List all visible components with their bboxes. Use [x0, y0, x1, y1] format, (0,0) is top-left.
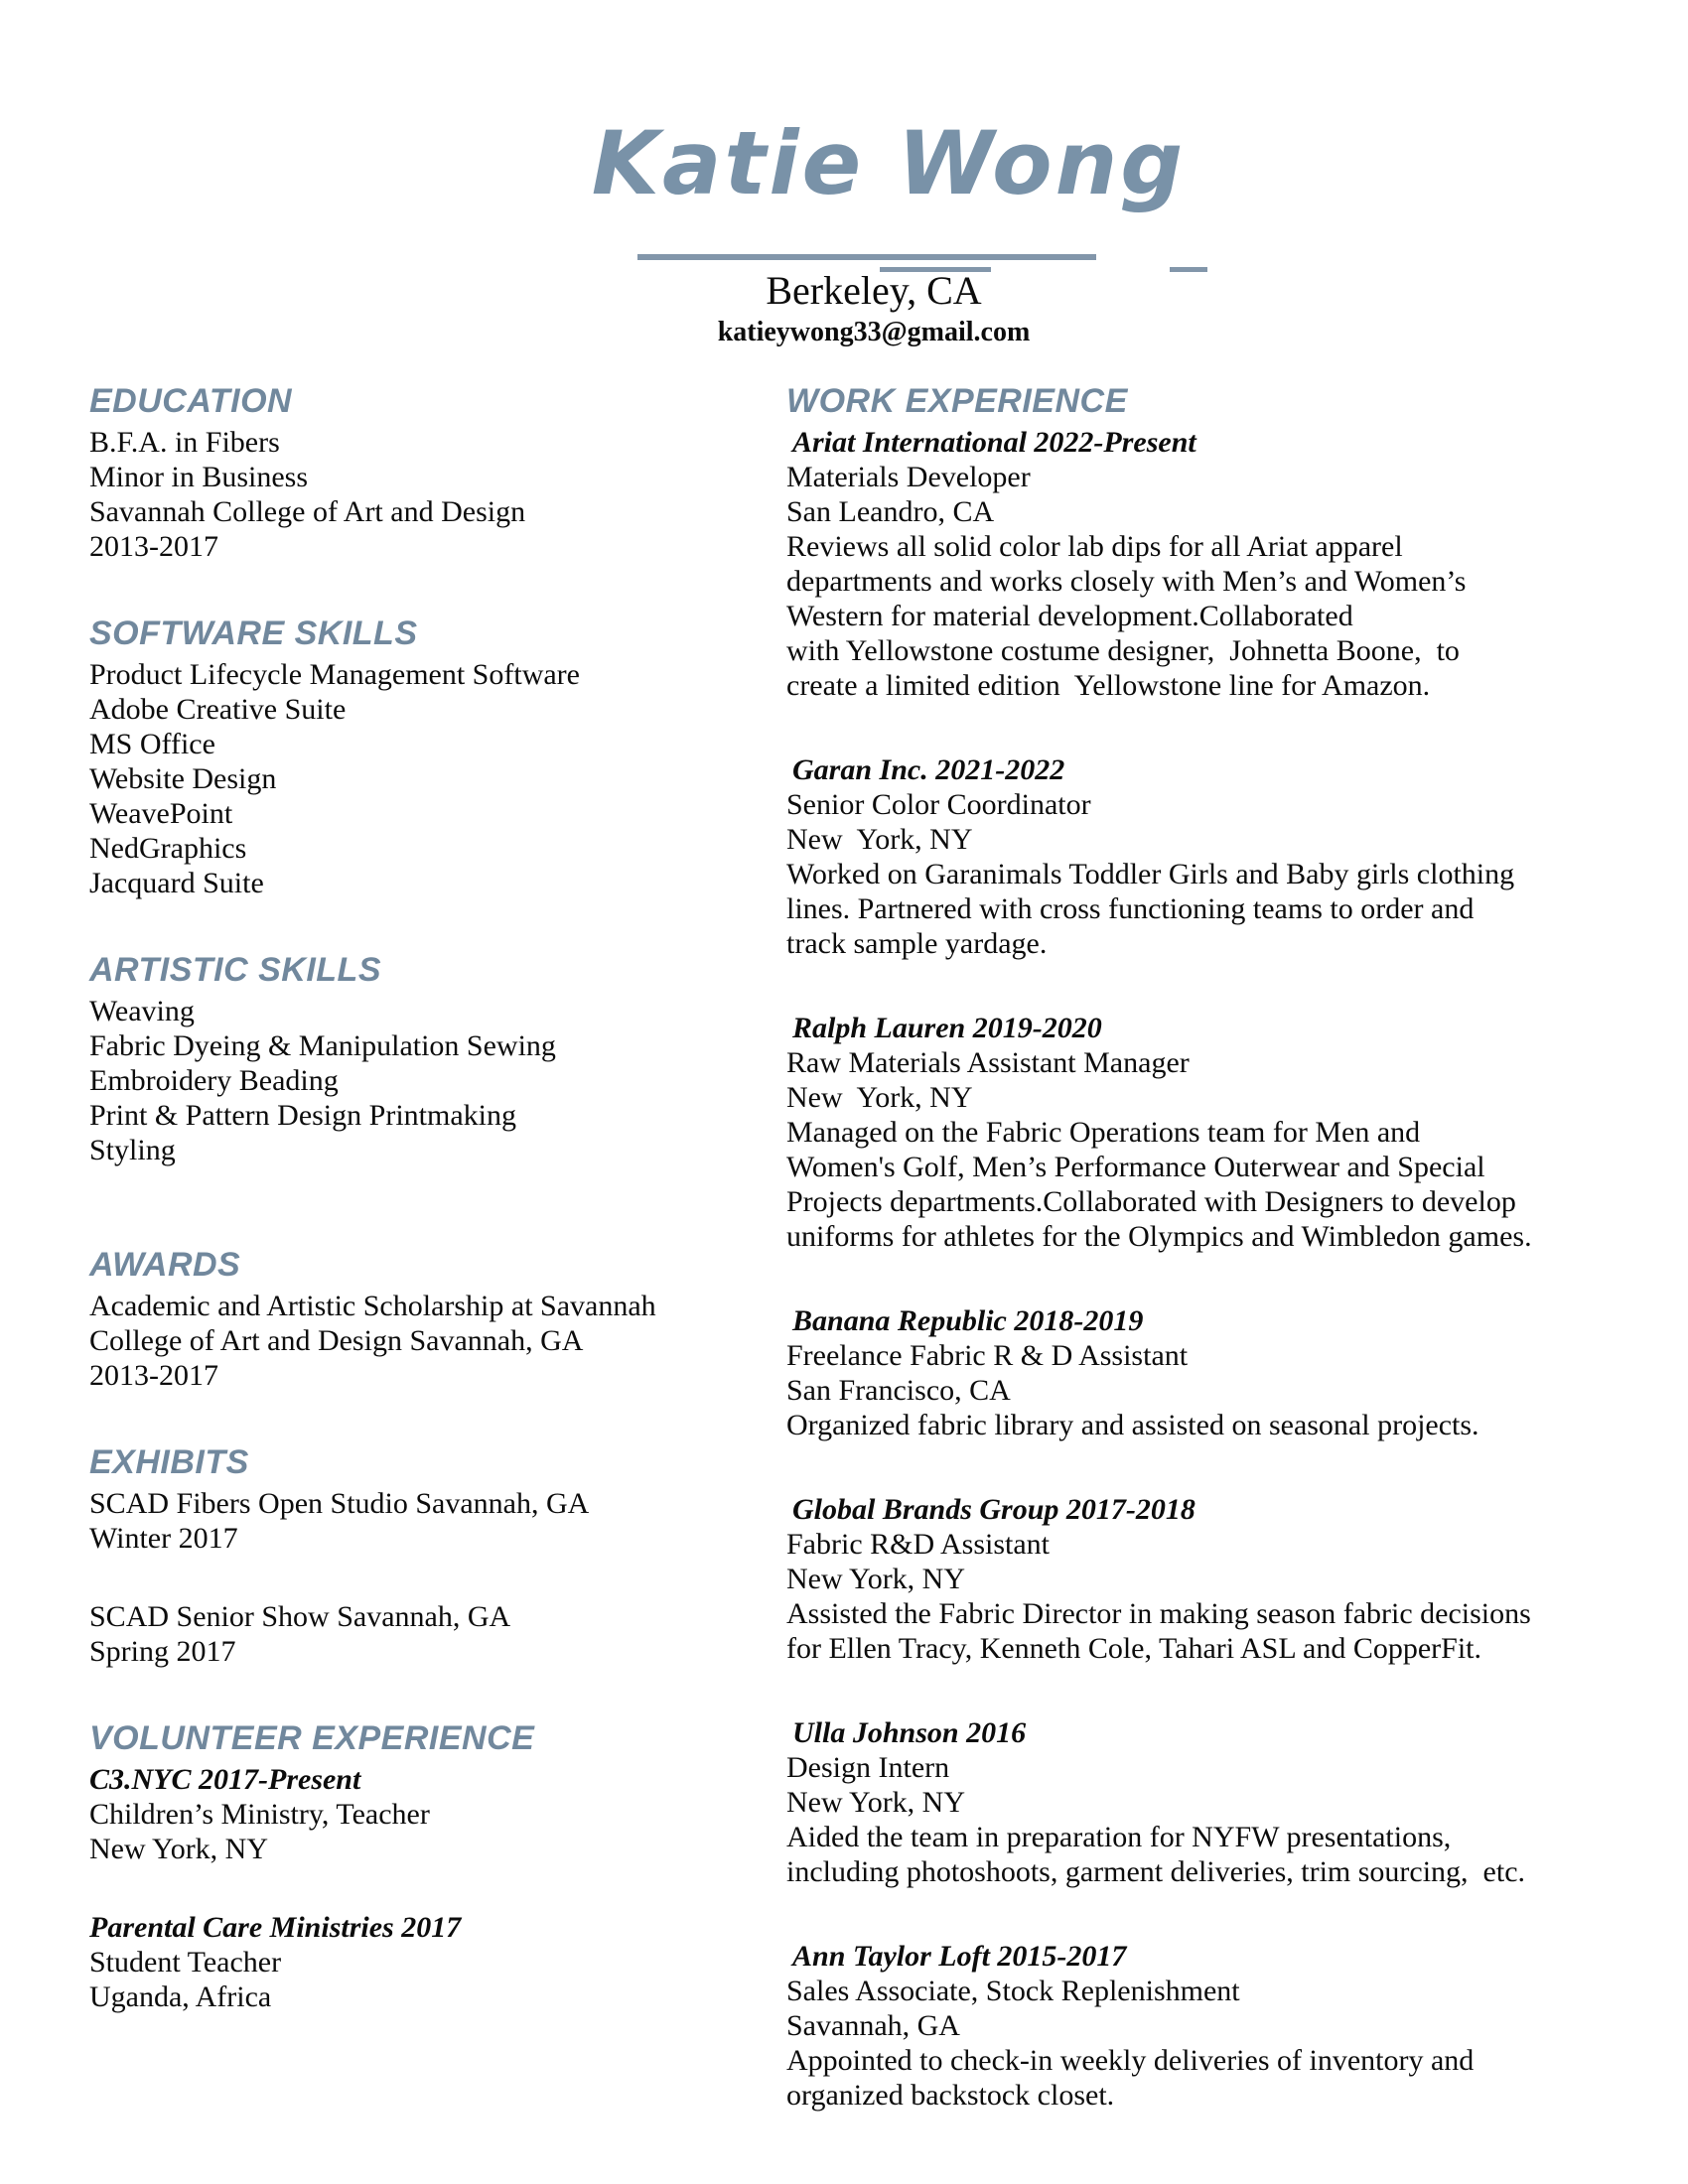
description-line: Assisted the Fabric Director in making season fabric decisions [786, 1597, 1531, 1630]
job-description [786, 1820, 1670, 1889]
text-line: Print & Pattern Design Printmaking [89, 1099, 516, 1132]
section-artistic-skills [89, 950, 755, 1167]
description-line: track sample yardage. [786, 927, 1048, 960]
text-line: B.F.A. in Fibers [89, 426, 280, 459]
section-block [89, 1486, 755, 1556]
description-line: organized backstock closet. [786, 2079, 1115, 2112]
description-line: departments and works closely with Men’s and Women’s [786, 565, 1467, 598]
section-title: SOFTWARE SKILLS [89, 614, 418, 652]
text-line: WeavePoint [89, 797, 233, 830]
job-description [786, 1115, 1670, 1254]
job-entry [786, 425, 1670, 703]
section-exhibits [89, 1442, 755, 1669]
job-description [786, 2043, 1670, 2113]
section-volunteer-experience [89, 1718, 755, 2014]
description-line: Reviews all solid color lab dips for all Ariat apparel [786, 530, 1403, 563]
text-line: Styling [89, 1134, 176, 1166]
job-location: New York, NY [786, 823, 973, 856]
text-line: Savannah College of Art and Design [89, 495, 526, 528]
job-description [786, 1596, 1670, 1666]
job-entry [786, 1011, 1670, 1254]
job-entry [786, 1303, 1670, 1442]
section-title: AWARDS [89, 1246, 241, 1284]
job-location: Savannah, GA [786, 2009, 960, 2042]
section-block [89, 657, 755, 900]
text-line: Student Teacher [89, 1946, 282, 1979]
description-line: uniforms for athletes for the Olympics and Wimbledon games. [786, 1220, 1532, 1253]
job-location: San Leandro, CA [786, 495, 995, 528]
job-company: Ralph Lauren 2019-2020 [792, 1012, 1102, 1044]
job-role: Senior Color Coordinator [786, 788, 1091, 821]
header-rule-main [637, 254, 1096, 260]
text-line: Academic and Artistic Scholarship at Savannah [89, 1290, 656, 1322]
text-line: Website Design [89, 762, 277, 795]
section-block [89, 994, 755, 1167]
text-line: NedGraphics [89, 832, 247, 865]
text-line: Weaving [89, 995, 195, 1027]
job-description [786, 857, 1670, 961]
text-line: SCAD Senior Show Savannah, GA [89, 1600, 511, 1633]
job-description [786, 529, 1670, 703]
section-block [89, 1910, 755, 2014]
job-company: Ann Taylor Loft 2015-2017 [792, 1940, 1127, 1973]
description-line: Worked on Garanimals Toddler Girls and Baby girls clothing [786, 858, 1515, 890]
job-location: New York, NY [786, 1786, 966, 1819]
job-company: Garan Inc. 2021-2022 [792, 753, 1065, 786]
section-software-skills [89, 614, 755, 900]
right-column [786, 381, 1670, 2162]
section-awards [89, 1245, 755, 1393]
description-line: create a limited edition Yellowstone line for Amazon. [786, 669, 1431, 702]
description-line: including photoshoots, garment deliveries, trim sourcing, etc. [786, 1855, 1526, 1888]
section-title: EXHIBITS [89, 1443, 249, 1481]
job-role: Design Intern [786, 1751, 950, 1784]
description-line: Western for material development.Collaborated [786, 600, 1353, 632]
section-title: EDUCATION [89, 382, 293, 420]
job-entry [786, 752, 1670, 961]
email-text: katieywong33@gmail.com [717, 317, 1031, 347]
job-role: Sales Associate, Stock Replenishment [786, 1975, 1240, 2007]
text-line: New York, NY [89, 1833, 269, 1865]
description-line: Organized fabric library and assisted on seasonal projects. [786, 1409, 1479, 1441]
job-role: Raw Materials Assistant Manager [786, 1046, 1190, 1079]
section-block [89, 1289, 755, 1393]
job-company: Global Brands Group 2017-2018 [792, 1493, 1196, 1526]
name-title: Katie Wong [591, 112, 1187, 214]
entry-lead: C3.NYC 2017-Present [89, 1763, 361, 1796]
description-line: Projects departments.Collaborated with Designers to develop [786, 1185, 1516, 1218]
section-education [89, 381, 755, 564]
job-role: Materials Developer [786, 461, 1031, 493]
description-line: Aided the team in preparation for NYFW presentations, [786, 1821, 1452, 1853]
description-line: with Yellowstone costume designer, Johnetta Boone, to [786, 634, 1460, 667]
job-company: Banana Republic 2018-2019 [792, 1304, 1144, 1337]
section-block [89, 1599, 755, 1669]
text-line: Jacquard Suite [89, 867, 264, 899]
job-company: Ulla Johnson 2016 [792, 1716, 1027, 1749]
entry-lead: Parental Care Ministries 2017 [89, 1911, 462, 1944]
text-line: Minor in Business [89, 461, 309, 493]
location-text: Berkeley, CA [766, 268, 982, 313]
job-role: Fabric R&D Assistant [786, 1528, 1051, 1561]
section-title: VOLUNTEER EXPERIENCE [89, 1719, 535, 1757]
text-line: Spring 2017 [89, 1635, 236, 1668]
job-description [786, 1408, 1670, 1442]
job-entry [786, 1715, 1670, 1889]
text-line: Product Lifecycle Management Software [89, 658, 580, 691]
text-line: Adobe Creative Suite [89, 693, 347, 726]
left-column [89, 381, 755, 2064]
text-line: 2013-2017 [89, 1359, 218, 1392]
description-line: Managed on the Fabric Operations team for Men and [786, 1116, 1421, 1149]
description-line: lines. Partnered with cross functioning teams to order and [786, 892, 1475, 925]
section-title: ARTISTIC SKILLS [89, 951, 381, 989]
job-location: New York, NY [786, 1563, 966, 1595]
text-line: SCAD Fibers Open Studio Savannah, GA [89, 1487, 590, 1520]
text-line: Winter 2017 [89, 1522, 238, 1555]
text-line: Fabric Dyeing & Manipulation Sewing [89, 1029, 556, 1062]
section-title: WORK EXPERIENCE [786, 382, 1128, 420]
text-line: MS Office [89, 728, 215, 760]
job-company: Ariat International 2022-Present [792, 426, 1196, 459]
job-entry [786, 1492, 1670, 1666]
section-block [89, 1762, 755, 1866]
text-line: 2013-2017 [89, 530, 218, 563]
text-line: Embroidery Beading [89, 1064, 339, 1097]
description-line: for Ellen Tracy, Kenneth Cole, Tahari ASL and CopperFit. [786, 1632, 1482, 1665]
section-work-experience [786, 381, 1670, 2113]
description-line: Appointed to check-in weekly deliveries of inventory and [786, 2044, 1475, 2077]
text-line: College of Art and Design Savannah, GA [89, 1324, 584, 1357]
job-role: Freelance Fabric R & D Assistant [786, 1339, 1189, 1372]
section-block [89, 425, 755, 564]
job-location: San Francisco, CA [786, 1374, 1011, 1407]
text-line: Uganda, Africa [89, 1980, 272, 2013]
text-line: Children’s Ministry, Teacher [89, 1798, 430, 1831]
description-line: Women's Golf, Men’s Performance Outerwear and Special [786, 1151, 1485, 1183]
job-location: New York, NY [786, 1081, 973, 1114]
job-entry [786, 1939, 1670, 2113]
